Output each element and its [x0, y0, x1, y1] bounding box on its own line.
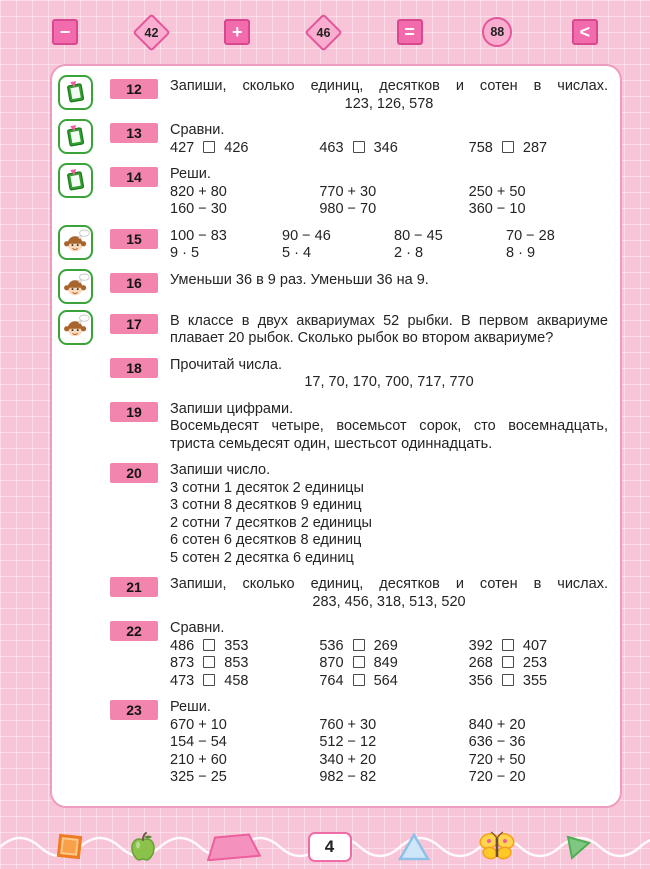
answer-box[interactable] — [502, 674, 514, 686]
task-13 — [58, 122, 610, 157]
task-text: Восемьдесят четыре, восемьсот сорок, сто восемнадцать, триста семьдесят один, шестьсот одиннадцать. — [170, 418, 608, 452]
orange-square-icon — [57, 834, 82, 859]
task-text: Запиши, сколько единиц, десятков и сотен в числах. — [170, 576, 608, 592]
expression: 427 426 — [170, 139, 249, 156]
expression: 154 − 54 — [170, 734, 227, 750]
task-text: 6 сотен 6 десятков 8 единиц — [170, 532, 362, 548]
task-text: Прочитай числа. — [170, 356, 283, 373]
expression: 536 269 — [319, 637, 398, 654]
diamond-46 — [304, 13, 342, 51]
task-12 — [58, 78, 610, 113]
expression: 764 564 — [319, 672, 398, 689]
expression: 820 + 80 — [170, 183, 227, 200]
task-16 — [58, 272, 610, 304]
task-number-badge: 23 — [110, 700, 158, 720]
footer — [0, 814, 650, 869]
task-number-badge: 21 — [110, 577, 158, 597]
answer-box[interactable] — [502, 141, 514, 153]
triangle-green-icon — [562, 833, 592, 861]
task-text: Реши. — [170, 699, 211, 715]
task-text: Уменьши 36 в 9 раз. Уменьши 36 на 9. — [170, 271, 429, 288]
expression-row — [170, 140, 608, 158]
answer-box[interactable] — [353, 656, 365, 668]
task-18 — [58, 357, 610, 392]
task-text: Запиши, сколько единиц, десятков и сотен в числах. — [170, 78, 608, 94]
task-content — [170, 122, 610, 157]
diamond-42 — [132, 13, 170, 51]
shape-label: 46 — [316, 25, 331, 39]
task-text: 5 сотен 2 десятка 6 единиц — [170, 549, 354, 566]
less-than-shape — [572, 19, 598, 45]
expression: 670 + 10 — [170, 716, 227, 733]
expression-row — [170, 655, 608, 673]
task-number-badge: 15 — [110, 229, 158, 249]
task-number-badge: 13 — [110, 123, 158, 143]
answer-box[interactable] — [203, 639, 215, 651]
girl-thinking-icon — [58, 310, 93, 345]
task-17 — [58, 313, 610, 348]
task-content — [170, 401, 610, 454]
task-icon-cell — [58, 228, 100, 260]
expression: 9 · 5 — [170, 245, 200, 261]
expression: 160 − 30 — [170, 201, 227, 217]
expression: 486 353 — [170, 637, 249, 654]
header — [0, 0, 650, 64]
task-14 — [58, 166, 610, 219]
expression: 268 253 — [468, 655, 548, 671]
task-text: Сравни. — [170, 620, 225, 636]
expression: 760 + 30 — [319, 716, 377, 733]
header-shapes — [0, 17, 650, 47]
butterfly-icon — [477, 831, 517, 863]
task-22 — [58, 620, 610, 690]
expression: 873 853 — [170, 655, 249, 671]
expression-row — [170, 717, 608, 735]
task-number-badge: 18 — [110, 358, 158, 378]
expression: 80 − 45 — [394, 227, 443, 244]
answer-box[interactable] — [203, 141, 215, 153]
equals-shape — [397, 19, 423, 45]
expression-row — [170, 769, 608, 787]
answer-box[interactable] — [203, 674, 215, 686]
task-number-badge: 14 — [110, 167, 158, 187]
expression: 758 287 — [468, 139, 548, 156]
task-content — [170, 272, 610, 290]
shape-label: < — [579, 21, 591, 42]
task-text: Реши. — [170, 166, 211, 182]
task-content — [170, 313, 610, 348]
answer-box[interactable] — [203, 656, 215, 668]
task-content — [170, 166, 610, 219]
expression: 2 · 8 — [394, 245, 424, 261]
task-content — [170, 620, 610, 690]
task-text: Запиши цифрами. — [170, 400, 294, 417]
expression: 770 + 30 — [319, 183, 377, 200]
expression: 100 − 83 — [170, 227, 227, 244]
expression: 70 − 28 — [506, 227, 555, 244]
girl-thinking-icon — [58, 225, 93, 260]
task-number-badge: 17 — [110, 314, 158, 334]
task-content — [170, 228, 610, 263]
answer-box[interactable] — [353, 639, 365, 651]
expression: 5 · 4 — [282, 245, 312, 261]
book-icon — [58, 119, 93, 154]
minus-shape — [52, 19, 78, 45]
tasks — [58, 78, 610, 787]
expression: 840 + 20 — [468, 716, 526, 733]
page-number — [308, 832, 352, 862]
expression-row — [170, 245, 608, 263]
task-text: Сравни. — [170, 122, 225, 138]
expression: 720 + 50 — [468, 751, 526, 768]
book-icon — [58, 163, 93, 198]
task-icon-cell — [58, 122, 100, 154]
expression-row — [170, 734, 608, 752]
expression: 360 − 10 — [468, 201, 526, 217]
expression-row — [170, 201, 608, 219]
plus-shape — [224, 19, 250, 45]
task-icon-cell — [58, 78, 100, 110]
trapezoid-icon — [204, 833, 262, 861]
expression: 356 355 — [468, 672, 548, 689]
expression-row — [170, 184, 608, 202]
task-21 — [58, 576, 610, 611]
shape-label: = — [404, 21, 415, 42]
expression: 720 − 20 — [468, 769, 526, 785]
answer-box[interactable] — [502, 639, 514, 651]
task-text: Запиши число. — [170, 462, 271, 478]
task-19 — [58, 401, 610, 454]
expression: 392 407 — [468, 637, 548, 654]
book-icon — [58, 75, 93, 110]
task-number-badge: 16 — [110, 273, 158, 293]
task-text: 283, 456, 318, 513, 520 — [312, 593, 466, 610]
task-number-badge: 22 — [110, 621, 158, 641]
task-number-badge: 20 — [110, 463, 158, 483]
expression: 8 · 9 — [506, 245, 536, 261]
expression: 325 − 25 — [170, 769, 227, 785]
expression: 463 346 — [319, 139, 398, 156]
task-text: В классе в двух аквариумах 52 рыбки. В первом аквариуме плавает 20 рыбок. Сколько рыбок во втором аквариуме? — [170, 312, 608, 346]
expression: 982 − 82 — [319, 769, 377, 785]
answer-box[interactable] — [353, 674, 365, 686]
shape-label: 88 — [490, 25, 505, 39]
expression-row — [170, 673, 608, 691]
task-content — [170, 78, 610, 113]
task-icon-cell — [58, 313, 100, 345]
expression: 512 − 12 — [319, 734, 377, 750]
expression: 340 + 20 — [319, 751, 377, 768]
shape-label: 42 — [144, 25, 159, 39]
task-icon-cell — [58, 166, 100, 198]
page-number-label: 4 — [324, 836, 335, 856]
task-text: 2 сотни 7 десятков 2 единицы — [170, 514, 372, 531]
expression: 473 458 — [170, 672, 249, 689]
task-text: 3 сотни 1 десяток 2 единицы — [170, 479, 364, 496]
expression: 210 + 60 — [170, 751, 227, 768]
answer-box[interactable] — [353, 141, 365, 153]
girl-thinking-icon — [58, 269, 93, 304]
shape-label: + — [232, 21, 243, 42]
expression-row — [170, 752, 608, 770]
task-content — [170, 357, 610, 392]
task-text: 17, 70, 170, 700, 717, 770 — [304, 374, 474, 390]
expression: 870 849 — [319, 655, 398, 671]
apple-icon — [127, 831, 159, 863]
expression-row — [170, 638, 608, 656]
expression-row — [170, 228, 608, 246]
footer-shapes — [0, 814, 650, 869]
task-20 — [58, 462, 610, 567]
task-icon-cell — [58, 272, 100, 304]
expression: 90 − 46 — [282, 227, 331, 244]
task-text: 3 сотни 8 десятков 9 единиц — [170, 497, 362, 513]
expression: 250 + 50 — [468, 183, 526, 200]
expression: 636 − 36 — [468, 734, 526, 750]
task-content — [170, 576, 610, 611]
task-23 — [58, 699, 610, 787]
task-number-badge: 12 — [110, 79, 158, 99]
answer-box[interactable] — [502, 656, 514, 668]
task-text: 123, 126, 578 — [344, 95, 434, 112]
task-content — [170, 462, 610, 567]
content-panel — [50, 64, 622, 808]
triangle-blue-icon — [397, 832, 431, 862]
circle-88 — [482, 17, 512, 47]
task-number-badge: 19 — [110, 402, 158, 422]
task-content — [170, 699, 610, 787]
task-15 — [58, 228, 610, 263]
expression: 980 − 70 — [319, 201, 377, 217]
shape-label: − — [59, 21, 71, 42]
